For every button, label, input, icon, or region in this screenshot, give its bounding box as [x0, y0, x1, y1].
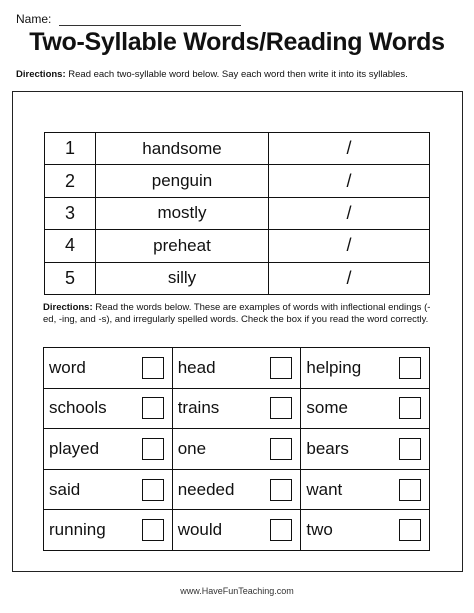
- table-row: [44, 510, 430, 551]
- word-label: word: [49, 357, 86, 377]
- row-word: handsome: [96, 133, 269, 165]
- row-word: silly: [96, 262, 269, 294]
- word-label: trains: [177, 398, 220, 418]
- name-field: [16, 12, 241, 26]
- read-checkbox[interactable]: [399, 397, 421, 419]
- directions-2: [43, 302, 443, 326]
- word-cell: [301, 510, 430, 551]
- reading-words-table: [43, 347, 430, 551]
- word-cell: [44, 510, 173, 551]
- word-cell: [301, 429, 430, 470]
- directions-2-text: Read the words below. These are examples of words with inflectional endings (-ed, -ing, and -s), and irregularly spelled words. Check the box if you read the word correctly.: [43, 302, 431, 325]
- table-row: [45, 230, 430, 262]
- page-title: Two-Syllable Words/Reading Words: [29, 28, 445, 56]
- read-checkbox[interactable]: [142, 519, 164, 541]
- read-checkbox[interactable]: [270, 397, 292, 419]
- read-checkbox[interactable]: [399, 519, 421, 541]
- read-checkbox[interactable]: [270, 519, 292, 541]
- table-row: [45, 262, 430, 294]
- word-label: would: [177, 520, 223, 540]
- word-label: said: [49, 479, 81, 499]
- word-label: played: [49, 438, 100, 458]
- syllable-answer[interactable]: /: [269, 133, 430, 165]
- row-number: 5: [45, 262, 96, 294]
- syllable-answer[interactable]: /: [269, 165, 430, 197]
- syllable-table: [44, 132, 430, 295]
- syllable-answer[interactable]: /: [269, 197, 430, 229]
- table-row: [45, 165, 430, 197]
- read-checkbox[interactable]: [142, 357, 164, 379]
- table-row: [44, 388, 430, 429]
- word-cell: [172, 388, 301, 429]
- word-label: want: [306, 479, 343, 499]
- row-number: 4: [45, 230, 96, 262]
- word-label: needed: [177, 479, 235, 499]
- syllable-answer[interactable]: /: [269, 262, 430, 294]
- read-checkbox[interactable]: [399, 438, 421, 460]
- table-row: [44, 348, 430, 389]
- row-number: 1: [45, 133, 96, 165]
- word-cell: [172, 348, 301, 389]
- word-label: running: [49, 520, 106, 540]
- directions-1: [16, 69, 466, 81]
- name-line[interactable]: [59, 15, 241, 26]
- word-label: bears: [306, 438, 349, 458]
- word-label: helping: [306, 357, 362, 377]
- word-cell: [172, 469, 301, 510]
- row-word: preheat: [96, 230, 269, 262]
- name-label: Name:: [16, 12, 52, 26]
- read-checkbox[interactable]: [399, 357, 421, 379]
- word-label: head: [177, 357, 216, 377]
- word-cell: [301, 388, 430, 429]
- word-cell: [301, 348, 430, 389]
- read-checkbox[interactable]: [270, 438, 292, 460]
- row-number: 3: [45, 197, 96, 229]
- word-label: some: [306, 398, 348, 418]
- word-cell: [301, 469, 430, 510]
- footer-website: www.HaveFunTeaching.com: [180, 586, 294, 596]
- directions-1-text: Read each two-syllable word below. Say each word then write it into its syllables.: [65, 69, 408, 80]
- word-label: two: [306, 520, 333, 540]
- word-label: one: [177, 438, 207, 458]
- word-cell: [44, 469, 173, 510]
- read-checkbox[interactable]: [142, 479, 164, 501]
- table-row: [45, 197, 430, 229]
- word-label: schools: [49, 398, 107, 418]
- directions-1-label: Directions:: [16, 69, 66, 80]
- table-row: [44, 469, 430, 510]
- row-word: penguin: [96, 165, 269, 197]
- read-checkbox[interactable]: [142, 397, 164, 419]
- table-row: [44, 429, 430, 470]
- row-word: mostly: [96, 197, 269, 229]
- word-cell: [44, 348, 173, 389]
- word-cell: [44, 388, 173, 429]
- read-checkbox[interactable]: [399, 479, 421, 501]
- read-checkbox[interactable]: [142, 438, 164, 460]
- read-checkbox[interactable]: [270, 357, 292, 379]
- table-row: [45, 133, 430, 165]
- syllable-answer[interactable]: /: [269, 230, 430, 262]
- row-number: 2: [45, 165, 96, 197]
- directions-2-label: Directions:: [43, 302, 93, 313]
- word-cell: [172, 510, 301, 551]
- read-checkbox[interactable]: [270, 479, 292, 501]
- word-cell: [44, 429, 173, 470]
- word-cell: [172, 429, 301, 470]
